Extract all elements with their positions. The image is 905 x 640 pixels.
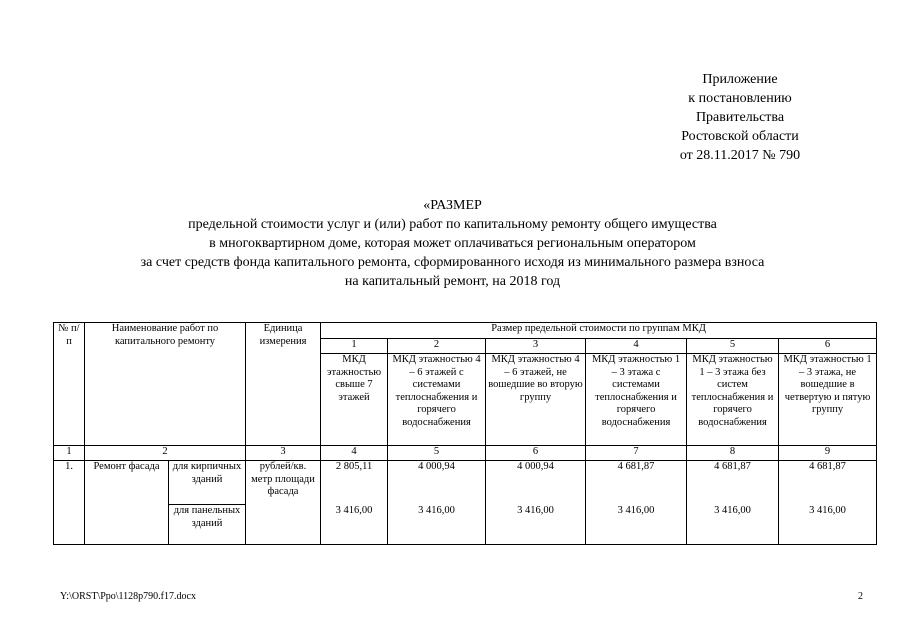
- column-number: 4: [321, 446, 388, 461]
- header-unit: Единица измерения: [246, 323, 321, 446]
- row-value: 4 681,87: [779, 461, 877, 505]
- column-number: 9: [779, 446, 877, 461]
- appendix-line: к постановлению: [688, 91, 792, 106]
- row-value: 3 416,00: [586, 505, 687, 545]
- appendix-line: от 28.11.2017 № 790: [679, 148, 801, 163]
- appendix-line: Правительства: [695, 110, 785, 125]
- column-number: 5: [388, 446, 486, 461]
- file-path: Y:\ORST\Ppo\1128p790.f17.docx: [60, 591, 196, 602]
- page-number: 2: [858, 591, 863, 602]
- header-name: Наименование работ по капитального ремонту: [85, 323, 246, 446]
- group-number: 3: [486, 339, 586, 354]
- row-work-name: Ремонт фасада: [85, 461, 169, 545]
- row-sub-label: для панельных зданий: [169, 505, 246, 545]
- row-value: 3 416,00: [486, 505, 586, 545]
- group-desc: МКД этажностью свыше 7 этажей: [321, 354, 388, 446]
- document-title: [100, 196, 805, 291]
- group-desc: МКД этажностью 4 – 6 этажей с системами теплоснабжения и горячего водоснабжения: [388, 354, 486, 446]
- group-desc: МКД этажностью 1 – 3 этажа, не вошедшие в четвертую и пятую группу: [779, 354, 877, 446]
- title-line: за счет средств фонда капитального ремонта, сформированного исходя из минимального размера взноса: [140, 255, 765, 270]
- group-desc: МКД этажностью 4 – 6 этажей, не вошедшие во вторую группу: [486, 354, 586, 446]
- group-desc: МКД этажностью 1 – 3 этажа без систем теплоснабжения и горячего водоснабжения: [687, 354, 779, 446]
- row-value: 4 000,94: [486, 461, 586, 505]
- row-unit: рублей/кв. метр площади фасада: [246, 461, 321, 545]
- row-sub-label: для кирпичных зданий: [169, 461, 246, 505]
- row-value: 3 416,00: [779, 505, 877, 545]
- title-line: «РАЗМЕР: [423, 198, 482, 213]
- group-number: 2: [388, 339, 486, 354]
- row-value: 3 416,00: [388, 505, 486, 545]
- title-line: предельной стоимости услуг и (или) работ по капитальному ремонту общего имущества: [188, 217, 717, 232]
- row-value: 4 000,94: [388, 461, 486, 505]
- row-number: 1.: [54, 461, 85, 545]
- appendix-line: Приложение: [702, 72, 778, 87]
- title-line: в многоквартирном доме, которая может оплачиваться региональным оператором: [209, 236, 696, 251]
- header-groups: Размер предельной стоимости по группам МКД: [321, 323, 877, 339]
- appendix-block: [620, 70, 860, 165]
- column-number: 3: [246, 446, 321, 461]
- row-value: 2 805,11: [321, 461, 388, 505]
- group-number: 4: [586, 339, 687, 354]
- table-row: [54, 461, 877, 505]
- row-value: 3 416,00: [321, 505, 388, 545]
- row-value: 4 681,87: [586, 461, 687, 505]
- group-desc: МКД этажностью 1 – 3 этажа с системами теплоснабжения и горячего водоснабжения: [586, 354, 687, 446]
- row-value: 4 681,87: [687, 461, 779, 505]
- header-num: № п/п: [54, 323, 85, 446]
- group-number: 1: [321, 339, 388, 354]
- group-number: 6: [779, 339, 877, 354]
- column-number: 7: [586, 446, 687, 461]
- column-number: 1: [54, 446, 85, 461]
- table-row: [54, 505, 877, 545]
- title-line: на капитальный ремонт, на 2018 год: [344, 274, 561, 289]
- appendix-line: Ростовской области: [681, 129, 799, 144]
- cost-table: [53, 322, 877, 545]
- column-number: 2: [85, 446, 246, 461]
- column-number: 6: [486, 446, 586, 461]
- header-row: [54, 323, 877, 339]
- column-number: 8: [687, 446, 779, 461]
- row-value: 3 416,00: [687, 505, 779, 545]
- group-number: 5: [687, 339, 779, 354]
- column-number-row: [54, 446, 877, 461]
